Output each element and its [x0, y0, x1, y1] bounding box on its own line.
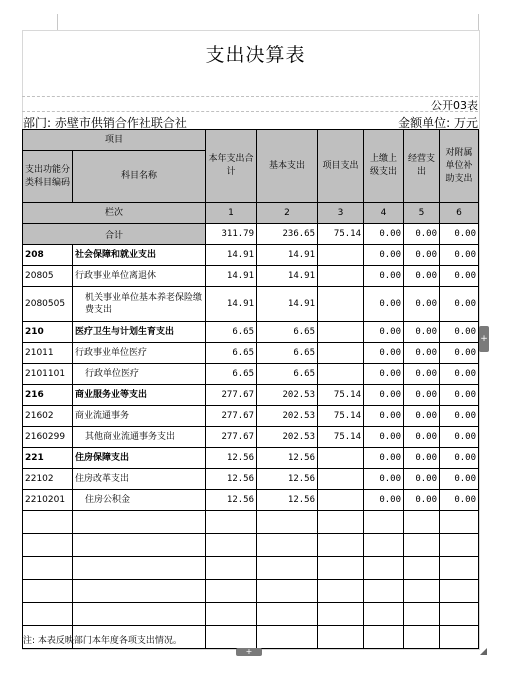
sum-cell: 0.00: [404, 224, 440, 245]
empty-cell: [404, 557, 440, 580]
table-row: [23, 385, 479, 406]
empty-cell: [404, 534, 440, 557]
empty-cell: [440, 511, 479, 534]
header-basic: 基本支出: [257, 130, 318, 203]
row-name: 行政事业单位医疗: [73, 343, 206, 364]
header-col-num: 6: [440, 203, 479, 224]
row-value: [318, 343, 364, 364]
header-col-num: 1: [206, 203, 257, 224]
row-value: [318, 490, 364, 511]
row-value: 202.53: [257, 385, 318, 406]
row-value: 0.00: [440, 469, 479, 490]
header-col-num: 5: [404, 203, 440, 224]
row-value: 6.65: [257, 343, 318, 364]
row-value: 0.00: [440, 343, 479, 364]
sum-cell: 0.00: [440, 224, 479, 245]
row-code: 208: [23, 245, 73, 266]
empty-cell: [206, 580, 257, 603]
row-value: 202.53: [257, 427, 318, 448]
row-value: 14.91: [206, 266, 257, 287]
header-subsidy: 对附属单位补助支出: [440, 130, 479, 203]
empty-cell: [206, 511, 257, 534]
row-value: 0.00: [440, 245, 479, 266]
row-value: 0.00: [364, 490, 404, 511]
empty-cell: [318, 580, 364, 603]
row-name: 医疗卫生与计划生育支出: [73, 322, 206, 343]
row-value: 0.00: [440, 448, 479, 469]
amount-unit-label: 金额单位: 万元: [398, 116, 478, 130]
row-value: [318, 322, 364, 343]
row-name: 住房公积金: [73, 490, 206, 511]
row-value: 14.91: [206, 245, 257, 266]
row-value: 0.00: [440, 322, 479, 343]
empty-cell: [318, 626, 364, 649]
empty-cell: [257, 534, 318, 557]
table-row: [23, 322, 479, 343]
table-note: 注: 本表反映部门本年度各项支出情况。: [23, 636, 182, 646]
empty-cell: [404, 511, 440, 534]
expenditure-table: [22, 129, 479, 649]
sum-cell: 0.00: [364, 224, 404, 245]
row-code: 221: [23, 448, 73, 469]
empty-cell: [404, 603, 440, 626]
row-value: 0.00: [404, 322, 440, 343]
empty-cell: [318, 603, 364, 626]
header-total: 本年支出合计: [206, 130, 257, 203]
page-guide-left: [57, 14, 58, 30]
row-value: 0.00: [404, 448, 440, 469]
empty-cell: [404, 626, 440, 649]
row-value: 12.56: [206, 490, 257, 511]
row-value: 0.00: [404, 266, 440, 287]
empty-cell: [318, 557, 364, 580]
header-column-label: 栏次: [23, 203, 206, 224]
bottom-expand-handle[interactable]: +: [236, 648, 262, 656]
row-value: [318, 448, 364, 469]
table-row: [23, 364, 479, 385]
empty-cell: [440, 603, 479, 626]
table-row: [23, 266, 479, 287]
row-value: 12.56: [257, 469, 318, 490]
empty-cell: [257, 580, 318, 603]
table-row: [23, 469, 479, 490]
sum-cell: 311.79: [206, 224, 257, 245]
empty-cell: [364, 534, 404, 557]
form-number: 公开03表: [431, 99, 478, 112]
row-code: 216: [23, 385, 73, 406]
row-value: 0.00: [364, 469, 404, 490]
table-row: [23, 406, 479, 427]
row-value: 0.00: [364, 343, 404, 364]
row-value: 14.91: [257, 266, 318, 287]
empty-cell: [364, 626, 404, 649]
sum-label: 合计: [23, 224, 206, 245]
row-value: 12.56: [206, 448, 257, 469]
empty-cell: [318, 511, 364, 534]
table-row: [23, 245, 479, 266]
row-value: 0.00: [404, 490, 440, 511]
row-value: 14.91: [257, 287, 318, 322]
empty-cell: [364, 580, 404, 603]
row-name: 社会保障和就业支出: [73, 245, 206, 266]
row-value: 0.00: [440, 385, 479, 406]
table-row: [23, 287, 479, 322]
header-guide-row: [22, 96, 478, 112]
row-value: 0.00: [364, 385, 404, 406]
row-value: 0.00: [364, 364, 404, 385]
empty-cell: [440, 626, 479, 649]
table-row: [23, 448, 479, 469]
row-value: 6.65: [206, 322, 257, 343]
row-value: 0.00: [364, 406, 404, 427]
header-code: 支出功能分类科目编码: [23, 151, 73, 203]
row-value: 277.67: [206, 427, 257, 448]
row-name: 商业服务业等支出: [73, 385, 206, 406]
header-col-num: 3: [318, 203, 364, 224]
row-value: 0.00: [404, 427, 440, 448]
row-value: 6.65: [206, 343, 257, 364]
row-value: 0.00: [404, 245, 440, 266]
empty-cell: [23, 580, 73, 603]
row-value: 0.00: [404, 287, 440, 322]
row-code: 210: [23, 322, 73, 343]
row-name: 住房保障支出: [73, 448, 206, 469]
empty-cell: [257, 557, 318, 580]
empty-cell: [364, 511, 404, 534]
empty-cell: [73, 557, 206, 580]
table-row: [23, 427, 479, 448]
header-name: 科目名称: [73, 151, 206, 203]
row-code: 21602: [23, 406, 73, 427]
row-value: 0.00: [440, 364, 479, 385]
row-value: 12.56: [257, 448, 318, 469]
row-name: 行政事业单位离退休: [73, 266, 206, 287]
header-item: 项目: [23, 130, 206, 151]
row-name: 商业流通事务: [73, 406, 206, 427]
empty-row: [23, 603, 479, 626]
empty-cell: [23, 511, 73, 534]
empty-cell: [440, 580, 479, 603]
row-value: 6.65: [257, 364, 318, 385]
row-value: [318, 245, 364, 266]
row-code: 2210201: [23, 490, 73, 511]
row-value: 75.14: [318, 427, 364, 448]
resize-corner[interactable]: [480, 648, 487, 655]
row-value: 12.56: [206, 469, 257, 490]
row-value: 202.53: [257, 406, 318, 427]
empty-cell: [364, 603, 404, 626]
empty-row: [23, 534, 479, 557]
row-value: 0.00: [440, 427, 479, 448]
row-value: 0.00: [440, 266, 479, 287]
empty-cell: [404, 580, 440, 603]
empty-cell: [206, 534, 257, 557]
header-col-num: 2: [257, 203, 318, 224]
row-value: 0.00: [364, 322, 404, 343]
empty-cell: [440, 557, 479, 580]
table-body: [23, 245, 479, 511]
side-expand-handle[interactable]: +: [479, 326, 489, 352]
row-code: 21011: [23, 343, 73, 364]
empty-row: [23, 511, 479, 534]
empty-cell: [206, 557, 257, 580]
row-name: 其他商业流通事务支出: [73, 427, 206, 448]
page-title: 支出决算表: [205, 44, 306, 66]
row-value: 0.00: [440, 490, 479, 511]
row-value: 0.00: [404, 385, 440, 406]
row-value: 0.00: [404, 364, 440, 385]
row-code: 2101101: [23, 364, 73, 385]
empty-rows: [23, 511, 479, 649]
row-value: 75.14: [318, 406, 364, 427]
department-label: 部门: 赤壁市供销合作社联合社: [23, 116, 187, 130]
row-value: 12.56: [257, 490, 318, 511]
empty-cell: [73, 511, 206, 534]
row-value: [318, 266, 364, 287]
row-value: 0.00: [404, 469, 440, 490]
sum-cell: 75.14: [318, 224, 364, 245]
row-value: 0.00: [440, 287, 479, 322]
row-code: 2160299: [23, 427, 73, 448]
page-guide-right: [478, 14, 479, 30]
header-upper: 上缴上级支出: [364, 130, 404, 203]
row-value: 0.00: [364, 266, 404, 287]
row-value: 0.00: [364, 287, 404, 322]
empty-cell: [206, 603, 257, 626]
empty-cell: [73, 603, 206, 626]
empty-cell: [23, 557, 73, 580]
empty-cell: [440, 534, 479, 557]
empty-row: [23, 580, 479, 603]
row-value: [318, 469, 364, 490]
row-value: [318, 364, 364, 385]
row-value: 75.14: [318, 385, 364, 406]
empty-cell: [318, 534, 364, 557]
empty-cell: [23, 603, 73, 626]
row-value: 14.91: [257, 245, 318, 266]
row-value: 0.00: [404, 343, 440, 364]
empty-cell: [257, 626, 318, 649]
empty-cell: [23, 534, 73, 557]
row-value: 0.00: [364, 448, 404, 469]
row-value: 14.91: [206, 287, 257, 322]
header-col-num: 4: [364, 203, 404, 224]
row-code: 2080505: [23, 287, 73, 322]
empty-cell: [206, 626, 257, 649]
empty-row: [23, 557, 479, 580]
row-value: 0.00: [364, 245, 404, 266]
header-project: 项目支出: [318, 130, 364, 203]
row-value: [318, 287, 364, 322]
table-row: [23, 343, 479, 364]
row-value: 0.00: [404, 406, 440, 427]
header-business: 经营支出: [404, 130, 440, 203]
row-value: 6.65: [206, 364, 257, 385]
row-value: 277.67: [206, 385, 257, 406]
sum-cell: 236.65: [257, 224, 318, 245]
table-row: [23, 490, 479, 511]
row-name: 行政单位医疗: [73, 364, 206, 385]
row-name: 机关事业单位基本养老保险缴费支出: [73, 287, 206, 322]
row-code: 20805: [23, 266, 73, 287]
row-value: 0.00: [440, 406, 479, 427]
row-name: 住房改革支出: [73, 469, 206, 490]
row-code: 22102: [23, 469, 73, 490]
empty-cell: [73, 534, 206, 557]
row-value: 0.00: [364, 427, 404, 448]
row-value: 277.67: [206, 406, 257, 427]
empty-cell: [257, 511, 318, 534]
row-value: 6.65: [257, 322, 318, 343]
empty-cell: [73, 580, 206, 603]
empty-cell: [257, 603, 318, 626]
empty-cell: [364, 557, 404, 580]
